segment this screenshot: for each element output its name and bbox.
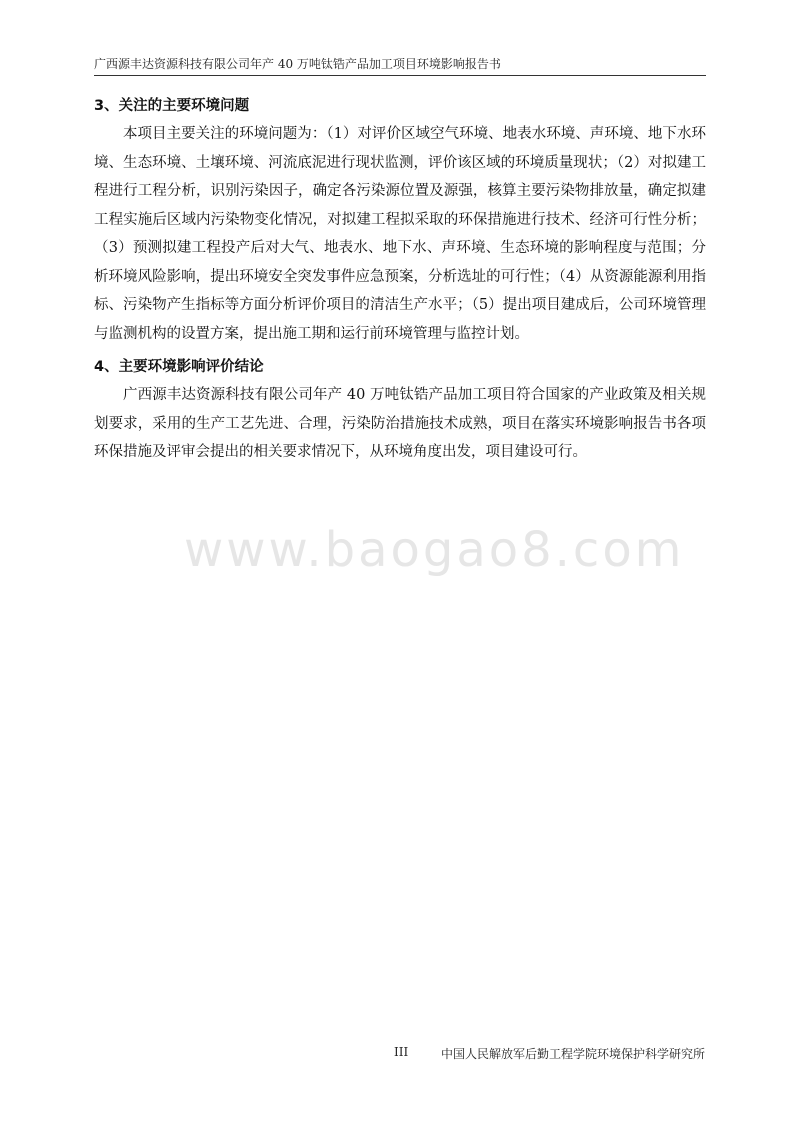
section-paragraph-3: 本项目主要关注的环境问题为：（1）对评价区域空气环境、地表水环境、声环境、地下水环境、生态环境、土壤环境、河流底泥进行现状监测，评价该区域的环境质量现状；（2）对拟建工程进行工程分析，识别污染因子，确定各污染源位置及源强，核算主要污染物排放量，确定拟建工程实施后区域内污染物变化情况，对拟建工程拟采取的环保措施进行技术、经济可行性分析；（3）预测拟建工程投产后对大气、地表水、地下水、声环境、生态环境的影响程度与范围；分析环境风险影响，提出环境安全突发事件应急预案，分析选址的可行性；（4）从资源能源利用指标、污染物产生指标等方面分析评价项目的清洁生产水平；（5）提出项目建成后，公司环境管理与监测机构的设置方案，提出施工期和运行前环境管理与监控计划。 xyxy=(94,126,706,342)
section-heading-4: 4、主要环境影响评价结论 xyxy=(94,359,264,375)
page-number: III xyxy=(394,1045,409,1059)
footer-organization: 中国人民解放军后勤工程学院环境保护科学研究所 xyxy=(441,1047,706,1061)
section-heading-3: 3、关注的主要环境问题 xyxy=(94,98,250,114)
watermark: www.baogao8.com xyxy=(184,522,685,578)
document-body xyxy=(94,95,706,467)
page-header: 广西源丰达资源科技有限公司年产 40 万吨钛锆产品加工项目环境影响报告书 xyxy=(94,55,706,76)
section-paragraph-4: 广西源丰达资源科技有限公司年产 40 万吨钛锆产品加工项目符合国家的产业政策及相关规划要求，采用的生产工艺先进、合理，污染防治措施技术成熟，项目在落实环境影响报告书各项环保措施及评审会提出的相关要求情况下，从环境角度出发，项目建设可行。 xyxy=(94,387,706,460)
